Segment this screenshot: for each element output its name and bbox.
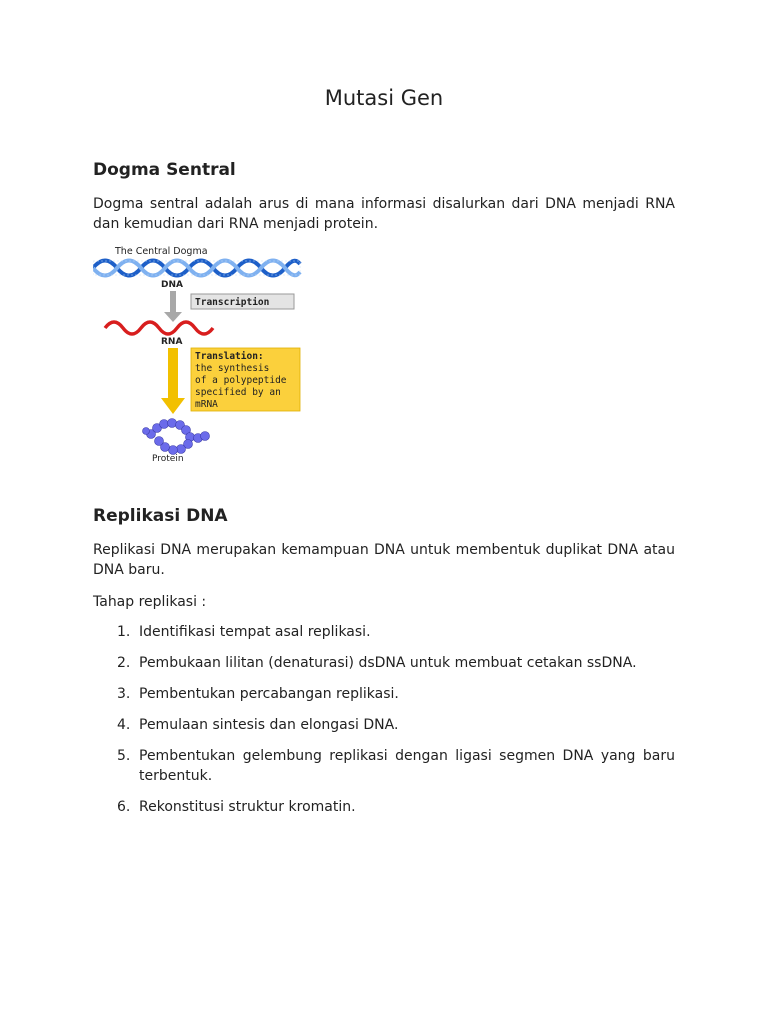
paragraph-replikasi-dna: Replikasi DNA merupakan kemampuan DNA untuk membentuk duplikat DNA atau DNA baru. <box>93 542 675 578</box>
section-heading-dogma-sentral: Dogma Sentral <box>93 160 236 180</box>
list-item-number: 4. <box>117 717 131 733</box>
section-heading-replikasi-dna: Replikasi DNA <box>93 506 228 526</box>
protein-label: Protein <box>152 454 184 464</box>
dna-label: DNA <box>161 280 183 290</box>
translation-line-3: specified by an <box>195 387 281 398</box>
translation-arrow <box>161 348 185 414</box>
list-item <box>93 684 675 704</box>
transcription-arrow <box>164 291 182 322</box>
list-item-number: 1. <box>117 624 131 640</box>
list-item-text: Pembentukan percabangan replikasi. <box>139 686 399 702</box>
list-item <box>93 797 675 817</box>
translation-line-1: the synthesis <box>195 363 270 374</box>
list-item <box>93 622 675 642</box>
dna-helix-graphic <box>93 261 300 276</box>
translation-line-4: mRNA <box>195 399 218 410</box>
steps-intro: Tahap replikasi : <box>93 594 207 610</box>
list-item <box>93 746 675 786</box>
rna-label: RNA <box>161 337 183 347</box>
list-item-number: 2. <box>117 655 131 671</box>
list-item-text: Rekonstitusi struktur kromatin. <box>139 799 356 815</box>
figure-title: The Central Dogma <box>115 246 208 257</box>
list-item-text: Pembentukan gelembung replikasi dengan ligasi segmen DNA yang baru terbentuk. <box>139 748 675 784</box>
protein-graphic <box>143 419 210 455</box>
list-item <box>93 715 675 735</box>
list-item-number: 6. <box>117 799 131 815</box>
translation-line-2: of a polypeptide <box>195 375 287 386</box>
transcription-box <box>191 294 294 309</box>
list-item <box>93 653 675 673</box>
transcription-label: Transcription <box>195 297 270 308</box>
translation-title: Translation: <box>195 351 264 362</box>
list-item-number: 3. <box>117 686 131 702</box>
page-title: Mutasi Gen <box>324 86 444 110</box>
paragraph-dogma-sentral: Dogma sentral adalah arus di mana informasi disalurkan dari DNA menjadi RNA dan kemudian dari RNA menjadi protein. <box>93 196 675 232</box>
list-item-number: 5. <box>117 748 131 764</box>
list-item-text: Pembukaan lilitan (denaturasi) dsDNA untuk membuat cetakan ssDNA. <box>139 655 637 671</box>
replication-steps-list <box>93 622 675 828</box>
central-dogma-figure <box>93 240 303 470</box>
rna-strand-graphic <box>105 322 213 334</box>
list-item-text: Pemulaan sintesis dan elongasi DNA. <box>139 717 399 733</box>
translation-box <box>191 348 300 411</box>
list-item-text: Identifikasi tempat asal replikasi. <box>139 624 371 640</box>
